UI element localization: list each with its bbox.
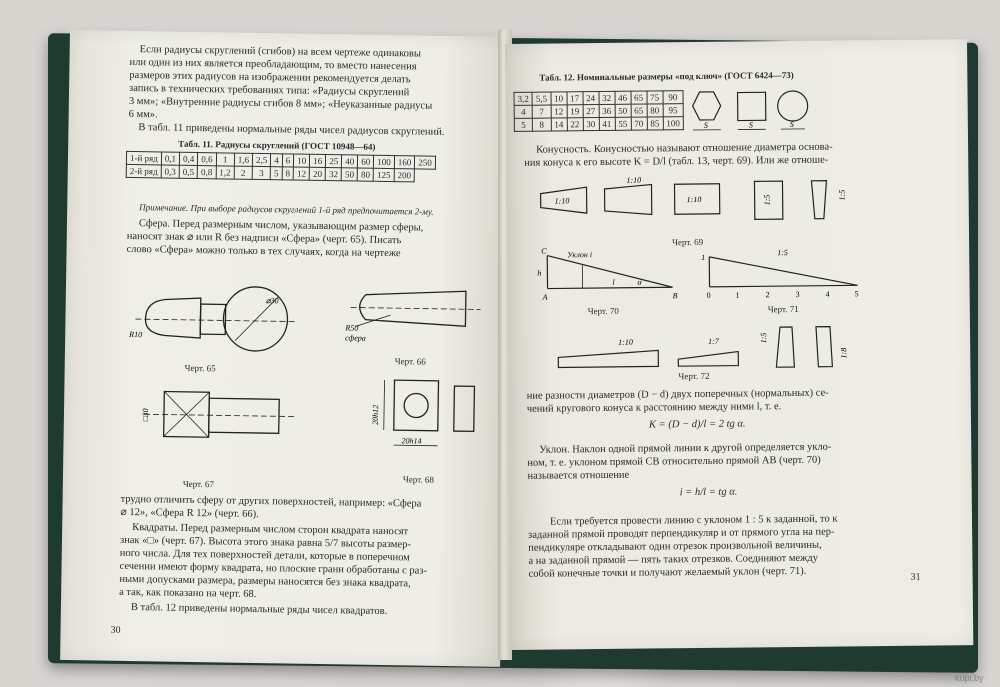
fig70-label-slope: Уклон i [567, 250, 593, 260]
table-cell: 65 [631, 91, 647, 104]
right-page [505, 39, 973, 650]
table-cell: 2,5 [252, 153, 270, 166]
fig68-label-v: 20h12 [370, 404, 381, 425]
fig69-cone-2 [604, 184, 651, 214]
fig70-slope-cb [547, 254, 672, 288]
table-cell: 100 [374, 155, 395, 168]
table-cell: 65 [631, 104, 647, 117]
intro-line-7: В табл. 11 приведены нормальные ряды чисел радиусов скруглений. [138, 122, 445, 138]
table-cell: 50 [615, 104, 631, 117]
table11-row2-label: 2-й ряд [126, 164, 161, 178]
table-cell: 125 [373, 168, 394, 181]
table-cell: 75 [647, 91, 663, 104]
figure-69 [526, 170, 857, 233]
table-cell: 36 [599, 104, 615, 117]
fig65-neck [200, 304, 225, 334]
figure-66 [335, 274, 506, 347]
table-cell: 2 [234, 166, 252, 179]
table-row [514, 117, 683, 132]
fig69-label-1: 1:10 [554, 196, 570, 206]
fig70-base-ab [548, 287, 673, 288]
table-cell: 3 [252, 166, 270, 179]
fig65-label-r: R10 [129, 329, 143, 340]
slope-line-2: ном, т. е. уклоном прямой CB относительно прямой AB (черт. 70) [527, 454, 821, 469]
table-cell: 80 [357, 168, 373, 181]
final-line-1: Если требуется провести линию с уклоном 1 : 5 к заданной, то к [549, 513, 838, 528]
diff-line-2: чений кругового конуса к расстоянию между ними l, т. е. [526, 401, 782, 415]
fig69-caption: Черт. 69 [672, 236, 704, 248]
fig71-tick-0: 0 [706, 290, 711, 300]
fig70-label-l: l [612, 277, 615, 287]
fig66-label-r: R50 [345, 323, 359, 333]
table-cell: 90 [662, 91, 683, 104]
lower-line-3: Квадраты. Перед размерным числом сторон квадрата наносят [132, 522, 409, 538]
table-cell: 32 [325, 168, 341, 181]
fig72-wedge-1 [558, 350, 658, 367]
fig66-body [359, 290, 466, 327]
watermark: kupi.by [955, 673, 984, 683]
table-cell: 55 [615, 117, 631, 130]
slope-line-3: называется отношение [527, 469, 630, 482]
table-cell: 12 [551, 105, 567, 118]
fig70-label-a: A [542, 292, 548, 302]
table-cell: 200 [394, 169, 415, 182]
table11-title: Табл. 11. Радиусы скруглений (ГОСТ 10948—64) [178, 138, 376, 152]
table-cell: 6 [282, 154, 294, 167]
table-cell: 20 [309, 167, 325, 180]
fig71-slope-line [709, 255, 857, 287]
table-cell: 60 [358, 155, 374, 168]
fig72-label-3: 1:5 [759, 332, 769, 344]
table-cell: 85 [647, 117, 663, 130]
table-cell: 250 [415, 156, 436, 169]
table-cell: 17 [567, 92, 583, 105]
fig67-label: □30 [140, 408, 151, 422]
fig70-label-alpha: α [637, 277, 642, 287]
fig71-tick-5: 5 [854, 289, 859, 299]
fig68-caption: Черт. 68 [402, 474, 435, 485]
lower-line-7: ными допусками размера, размеры наносятся без знака квадрата, [119, 573, 411, 590]
table-cell: 100 [663, 117, 684, 130]
figure-67 [133, 371, 314, 464]
lower-line-1: трудно отличить сферу от других поверхностей, например: «Сфера [120, 493, 422, 510]
table-cell: 7 [532, 105, 550, 118]
diff-line-1: ние разности диаметров (D − d) двух поперечных (нормальных) се- [526, 387, 829, 402]
fig69-wedge [811, 181, 826, 219]
final-line-2: заданной прямой проводят перпендикуляр и от прямого угла на пер- [528, 526, 835, 541]
table-cell: 0,4 [179, 152, 197, 165]
fig71-tick-1: 1 [735, 290, 740, 300]
slope-line-1: Уклон. Наклон одной прямой линии к другой определяется укло- [539, 441, 832, 456]
table-cell: 14 [551, 118, 567, 131]
table-cell: 4 [514, 105, 532, 118]
fig66-axis [351, 307, 481, 309]
left-page [60, 30, 510, 667]
taper-line-2: ния конуса к его высоте K = D/l (табл. 13, черт. 69). Или же отноше- [524, 154, 829, 169]
table-cell: 50 [341, 168, 357, 181]
table-cell: 80 [647, 104, 663, 117]
table-cell: 27 [583, 105, 599, 118]
table-cell: 10 [551, 92, 567, 105]
lower-line-9: В табл. 12 приведены нормальные ряды чисел квадратов. [130, 602, 388, 618]
table-cell: 0,5 [179, 165, 197, 178]
table-cell: 40 [342, 155, 358, 168]
table-cell: 46 [615, 91, 631, 104]
table-cell: 10 [294, 154, 310, 167]
fig71-caption: Черт. 71 [767, 303, 799, 315]
final-line-3: пендикуляре откладывают один отрезок произвольной величины, [528, 539, 822, 554]
table-cell: 8 [282, 167, 294, 180]
fig72-wedge-3 [776, 327, 794, 367]
table11 [126, 151, 436, 183]
formula-slope: i = h/l = tg α. [679, 486, 738, 499]
fig70-label-c: C [541, 246, 547, 256]
table-cell: 19 [567, 105, 583, 118]
fig68-front-view [394, 380, 439, 431]
fig72-wedge-4 [816, 327, 832, 367]
fig71-tick-2: 2 [765, 290, 770, 300]
intro-line-5: 3 мм»; «Внутренние радиусы сгибов 8 мм»; «Неуказанные радиусы [128, 95, 433, 112]
intro-line-4: запись в технических требованиях типа: «Радиусы скруглений [129, 82, 410, 99]
fig65-label-d: ⌀30 [265, 296, 279, 306]
fig68-hole [404, 393, 428, 417]
figure-71 [697, 240, 868, 302]
final-line-4: а на заданной прямой — пять таких отрезков. Соединяют между [528, 552, 819, 567]
fig68-side-view [454, 386, 475, 431]
s-label-1: S [703, 120, 708, 130]
fig65-axis [135, 319, 295, 322]
fig68-label-h: 20h14 [401, 436, 422, 446]
table-cell: 16 [310, 154, 326, 167]
intro-line-6: 6 мм». [128, 108, 158, 121]
table-cell: 30 [583, 118, 599, 131]
table-cell: 4 [271, 154, 283, 167]
fig71-tick-3: 3 [795, 289, 800, 299]
table-cell: 0,8 [197, 166, 215, 179]
table12-profiles [677, 87, 828, 139]
fig67-axis [144, 414, 294, 416]
s-label-2: S [748, 120, 753, 130]
table-cell: 41 [599, 117, 615, 130]
fig66-caption: Черт. 66 [394, 356, 426, 367]
fig69-label-3: 1:10 [686, 194, 702, 205]
page-number-left: 30 [110, 624, 121, 636]
table-cell: 8 [533, 118, 551, 131]
lower-line-5: ного числа. Для тех поверхностей детали, которые в поперечном [119, 547, 410, 564]
table11-note: Примечание. При выборе радиусов скруглений 1-й ряд предпочитается 2-му. [139, 202, 434, 217]
square-profile-icon [738, 92, 766, 120]
figure-72 [548, 312, 869, 375]
table-cell: 5 [270, 167, 282, 180]
table-cell: 0,6 [198, 153, 216, 166]
fig71-label-ratio: 1:5 [777, 248, 788, 258]
fig72-label-1: 1:10 [618, 337, 633, 347]
sphere-line-2: наносят знак ⌀ или R без надписи «Сфера» (черт. 65). Писать [126, 230, 402, 247]
fig65-end-shape [145, 297, 201, 338]
table-cell: 3,2 [514, 92, 532, 105]
table-cell: 22 [567, 118, 583, 131]
fig70-label-b: B [672, 291, 678, 301]
page-number-right: 31 [910, 571, 921, 583]
table12 [514, 90, 684, 132]
table-cell: 12 [293, 167, 309, 180]
table11-row1-label: 1-й ряд [126, 151, 161, 165]
final-line-5: собой конечные точки и получают желаемый уклон (черт. 71). [528, 565, 807, 580]
lower-line-6: сечении имеют форму квадрата, но плоские грани обработаны с раз- [119, 560, 428, 577]
table-cell: 32 [599, 91, 615, 104]
sphere-line-1: Сфера. Перед размерным числом, указывающим размер сферы, [138, 218, 424, 234]
fig69-label-2: 1:10 [626, 175, 642, 185]
s-label-3: S [789, 119, 794, 130]
fig70-caption: Черт. 70 [587, 305, 619, 317]
fig71-tick-4: 4 [825, 289, 830, 299]
table-cell: 25 [326, 155, 342, 168]
fig68-dim-v [384, 380, 385, 430]
fig70-label-h: h [537, 268, 542, 278]
fig69-label-5: 1:5 [837, 189, 847, 201]
fig72-label-2: 1:7 [708, 336, 719, 346]
fig72-label-4: 1:8 [839, 347, 849, 359]
lower-line-4: знак «□» (черт. 67). Высота этого знака равна 5/7 высоты размер- [119, 534, 411, 551]
figure-70 [527, 242, 688, 304]
fig71-label-1: 1 [701, 252, 706, 262]
fig69-label-4: 1:5 [762, 194, 772, 206]
lower-line-8: а так, как показано на черт. 68. [119, 586, 257, 600]
formula-taper: K = (D − d)/l = 2 tg α. [648, 418, 746, 431]
figure-68 [353, 365, 485, 467]
hex-profile-icon [693, 92, 721, 120]
fig66-label-sphere: сфера [345, 333, 366, 343]
figure-65 [125, 259, 327, 362]
table-cell: 1 [216, 153, 234, 166]
fig67-caption: Черт. 67 [182, 478, 214, 490]
table-cell: 24 [583, 92, 599, 105]
table-cell: 1,2 [216, 166, 234, 179]
table-cell: 95 [663, 104, 684, 117]
fig72-wedge-2 [678, 352, 738, 367]
table-cell: 5,5 [532, 92, 550, 105]
table-cell: 70 [631, 117, 647, 130]
fig65-caption: Черт. 65 [184, 362, 216, 374]
intro-line-1: Если радиусы скруглений (сгибов) на всем чертеже одинаковы [139, 44, 422, 60]
table-cell: 5 [514, 118, 532, 131]
taper-line-1: Конусность. Конусностью называют отношение диаметра основа- [536, 141, 833, 156]
fig72-caption: Черт. 72 [678, 370, 710, 382]
lower-line-2: ⌀ 12», «Сфера R 12» (черт. 66). [120, 506, 259, 521]
fig71-base [710, 285, 858, 287]
table-cell: 0,3 [161, 165, 179, 178]
table12-title: Табл. 12. Номинальные размеры «под ключ» (ГОСТ 6424—73) [539, 69, 794, 83]
table-cell: 1,6 [234, 153, 252, 166]
sphere-line-3: слово «Сфера» можно только в тех случаях, когда на чертеже [126, 243, 401, 260]
intro-line-3: размеров этих радиусов на изображении рекомендуется делать [129, 69, 411, 86]
table-cell: 0,1 [161, 152, 179, 165]
table-cell: 160 [394, 156, 415, 169]
round-flat-profile-icon [778, 91, 808, 121]
intro-line-2: или один из них является преобладающим, то вместо нанесения [129, 56, 417, 73]
